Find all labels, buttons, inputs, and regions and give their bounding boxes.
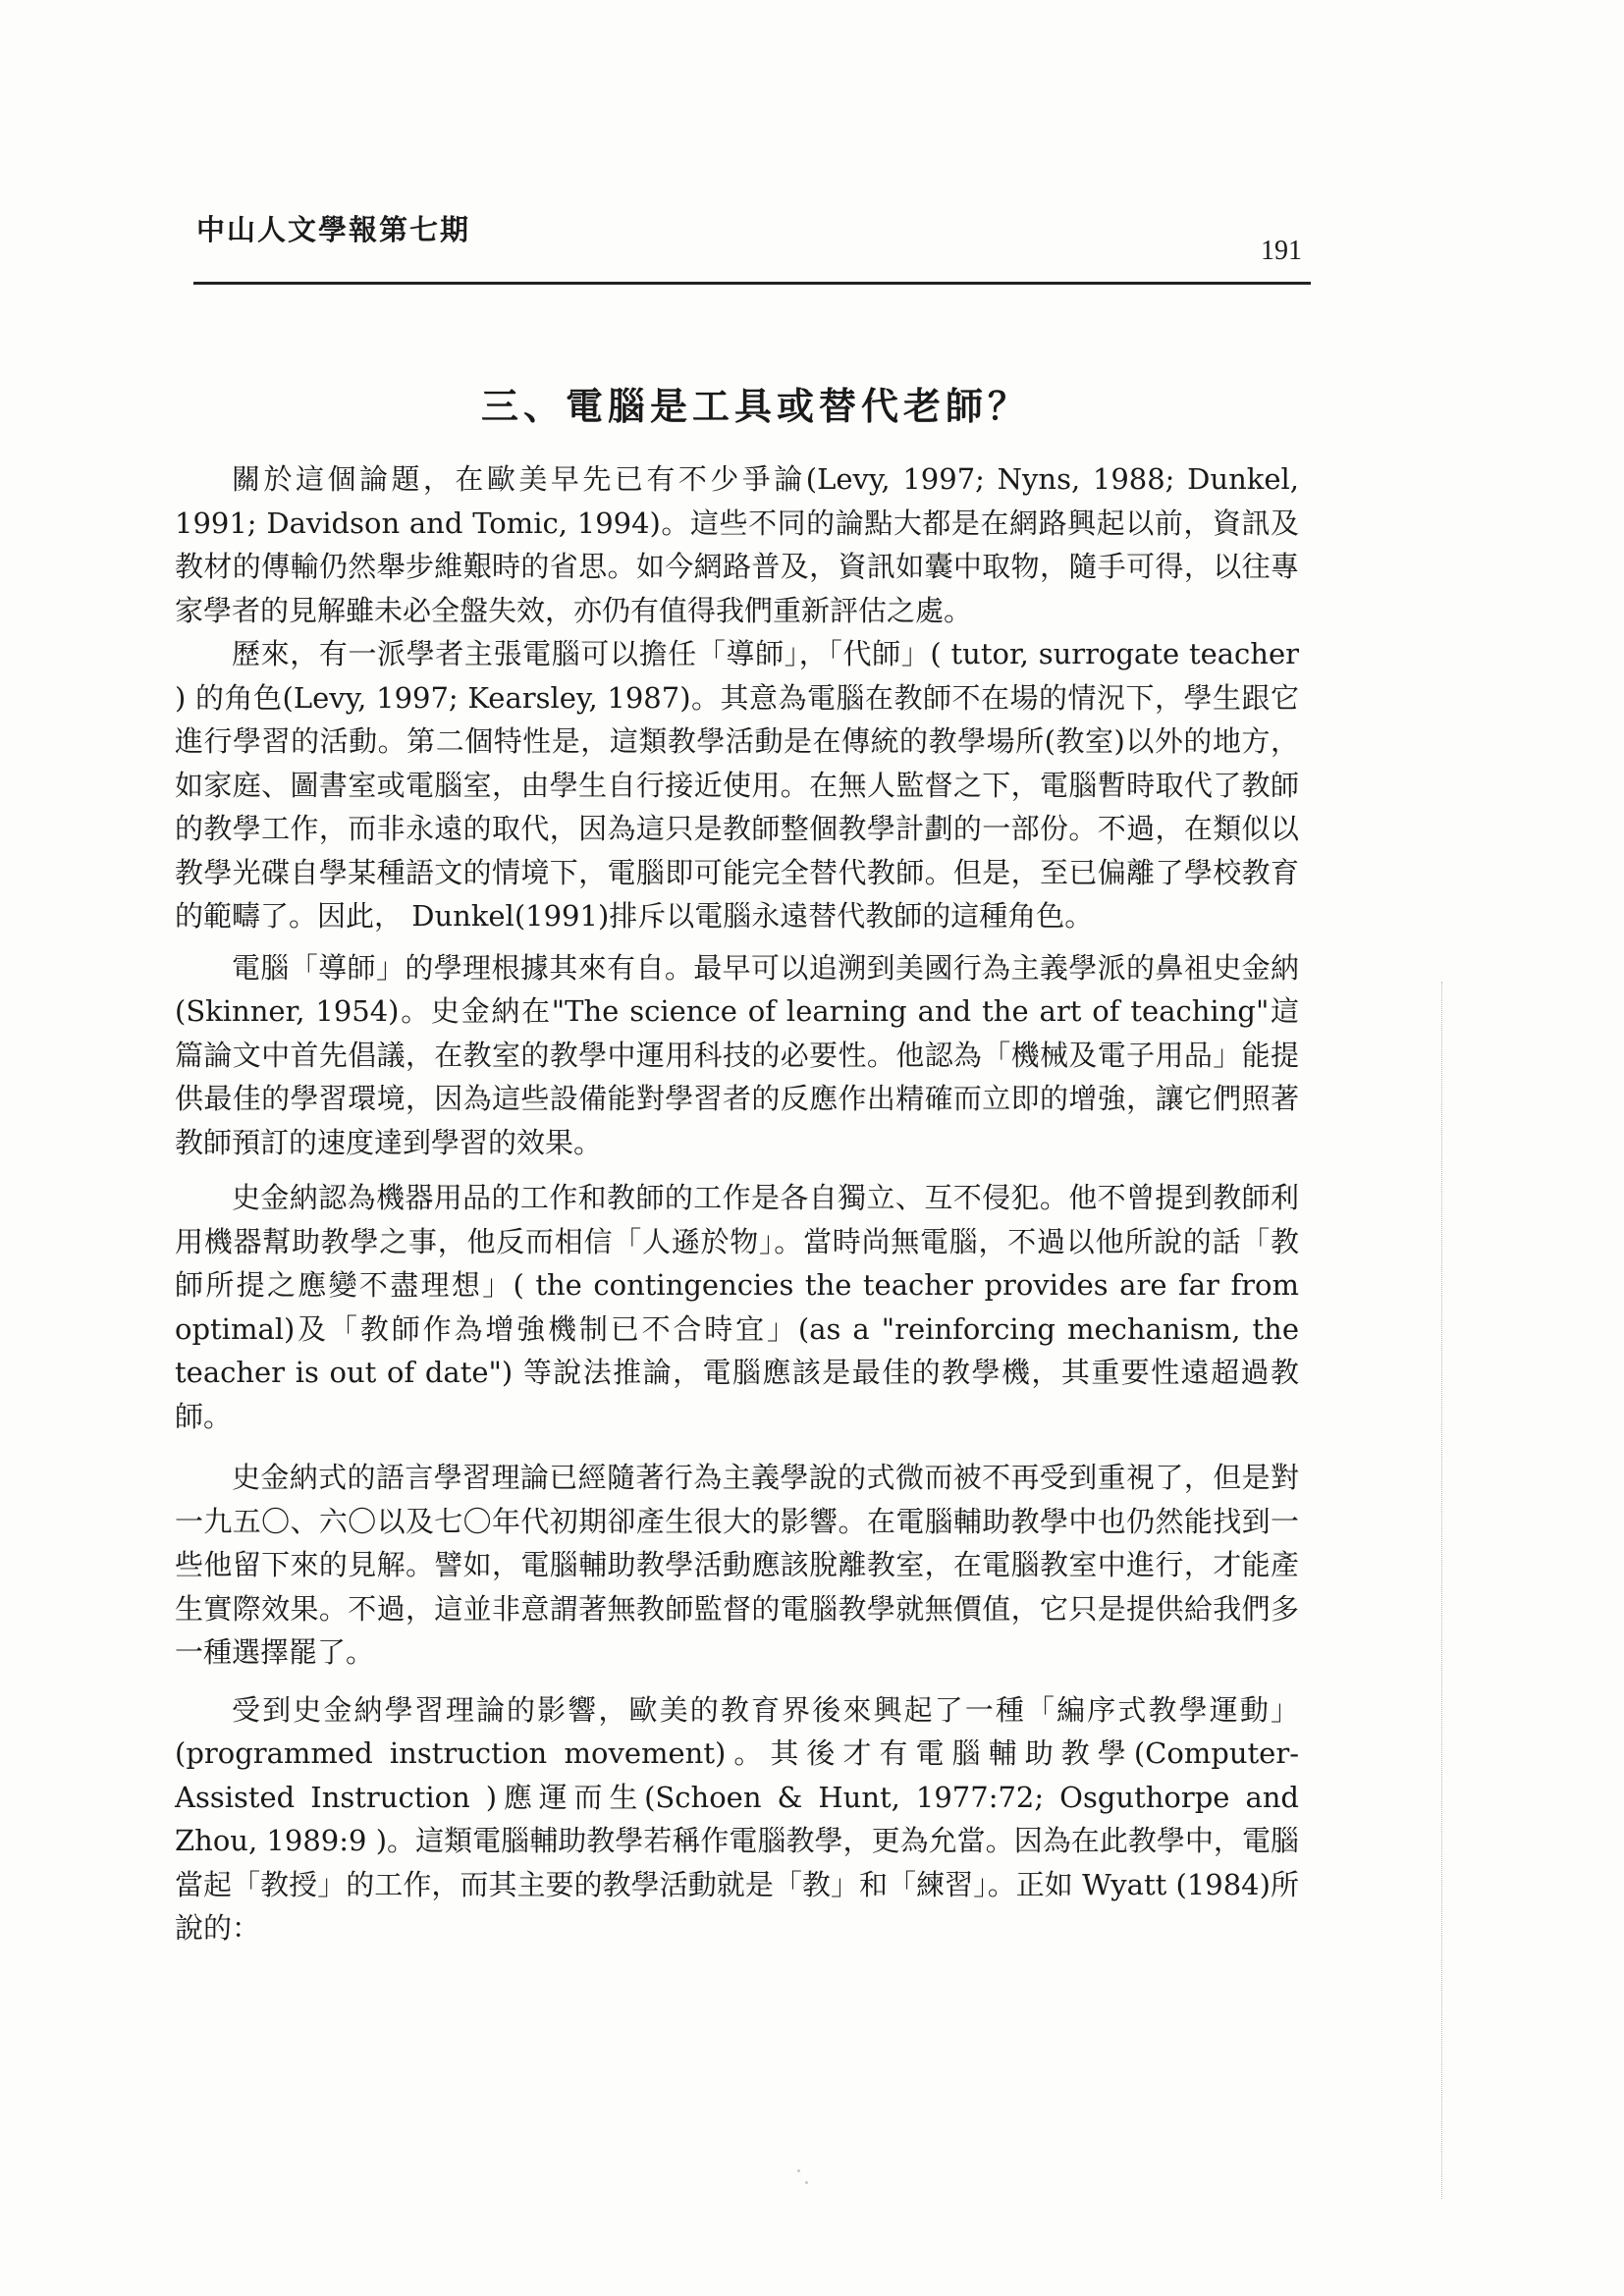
- running-head: 中山人文學報第七期: [196, 213, 471, 246]
- paragraph-5: 史金納式的語言學習理論已經隨著行為主義學說的式微而被不再受到重視了，但是對一九五〇、六〇以及七〇年代初期卻產生很大的影響。在電腦輔助教學中也仍然能找到一些他留下來的見解。譬如，電腦輔助教學活動應該脫離教室，在電腦教室中進行，才能產生實際效果。不過，這並非意謂著無教師監督的電腦教學就無價值，它只是提供給我們多一種選擇罷了。: [175, 1461, 1299, 1669]
- body-text: [175, 457, 1299, 1950]
- scan-edge-line: [1441, 982, 1442, 2199]
- scan-speck: [805, 2181, 808, 2184]
- paragraph-4: 史金納認為機器用品的工作和教師的工作是各自獨立、互不侵犯。他不曾提到教師利用機器幫助教學之事，他反而相信「人遜於物」。當時尚無電腦，不過以他所說的話「教師所提之應變不盡理想」( the contingencies the teacher provides are far from optimal)及「教師作為增強機制已不合時宜」(as a "reinforcing mechanism, the teacher is out of date") 等說法推論，電腦應該是最佳的教學機，其重要性遠超過教師。: [175, 1181, 1299, 1433]
- paragraph-2: 歷來，有一派學者主張電腦可以擔任「導師」，「代師」( tutor, surrogate teacher ) 的角色(Levy, 1997; Kearsley, 1987)。其意為電腦在教師不在場的情況下，學生跟它進行學習的活動。第二個特性是，這類教學活動是在傳統的教學場所(教室)以外的地方，如家庭、圖書室或電腦室，由學生自行接近使用。在無人監督之下，電腦暫時取代了教師的教學工作，而非永遠的取代，因為這只是教師整個教學計劃的一部份。不過，在類似以教學光碟自學某種語文的情境下，電腦即可能完全替代教師。但是，至已偏離了學校教育的範疇了。因此， Dunkel(1991)排斥以電腦永遠替代教師的這種角色。: [175, 637, 1299, 933]
- paragraph-3: 電腦「導師」的學理根據其來有自。最早可以追溯到美國行為主義學派的鼻祖史金納(Skinner, 1954)。史金納在"The science of learning and the art of teaching"這篇論文中首先倡議，在教室的教學中運用科技的必要性。他認為「機械及電子用品」能提供最佳的學習環境，因為這些設備能對學習者的反應作出精確而立即的增強，讓它們照著教師預訂的速度達到學習的效果。: [175, 950, 1299, 1159]
- paragraph-6: 受到史金納學習理論的影響，歐美的教育界後來興起了一種「編序式教學運動」(programmed instruction movement)。其後才有電腦輔助教學(Computer-Assisted Instruction )應運而生(Schoen & Hunt, 1977:72; Osguthorpe and Zhou, 1989:9 )。這類電腦輔助教學若稱作電腦教學，更為允當。因為在此教學中，電腦當起「教授」的工作，而其主要的教學活動就是「教」和「練習」。正如 Wyatt (1984)所說的：: [175, 1692, 1299, 1945]
- paragraph-1: 關於這個論題，在歐美早先已有不少爭論(Levy, 1997; Nyns, 1988; Dunkel, 1991; Davidson and Tomic, 1994)。這些不同的論點大都是在網路興起以前，資訊及教材的傳輸仍然舉步維艱時的省思。如今網路普及，資訊如囊中取物，隨手可得，以往專家學者的見解雖未必全盤失效，亦仍有值得我們重新評估之處。: [175, 462, 1299, 627]
- scan-speck: [797, 2169, 800, 2172]
- page-number: 191: [1261, 236, 1302, 266]
- header-rule: [193, 282, 1311, 285]
- section-title: 三、電腦是工具或替代老師？: [481, 385, 1031, 428]
